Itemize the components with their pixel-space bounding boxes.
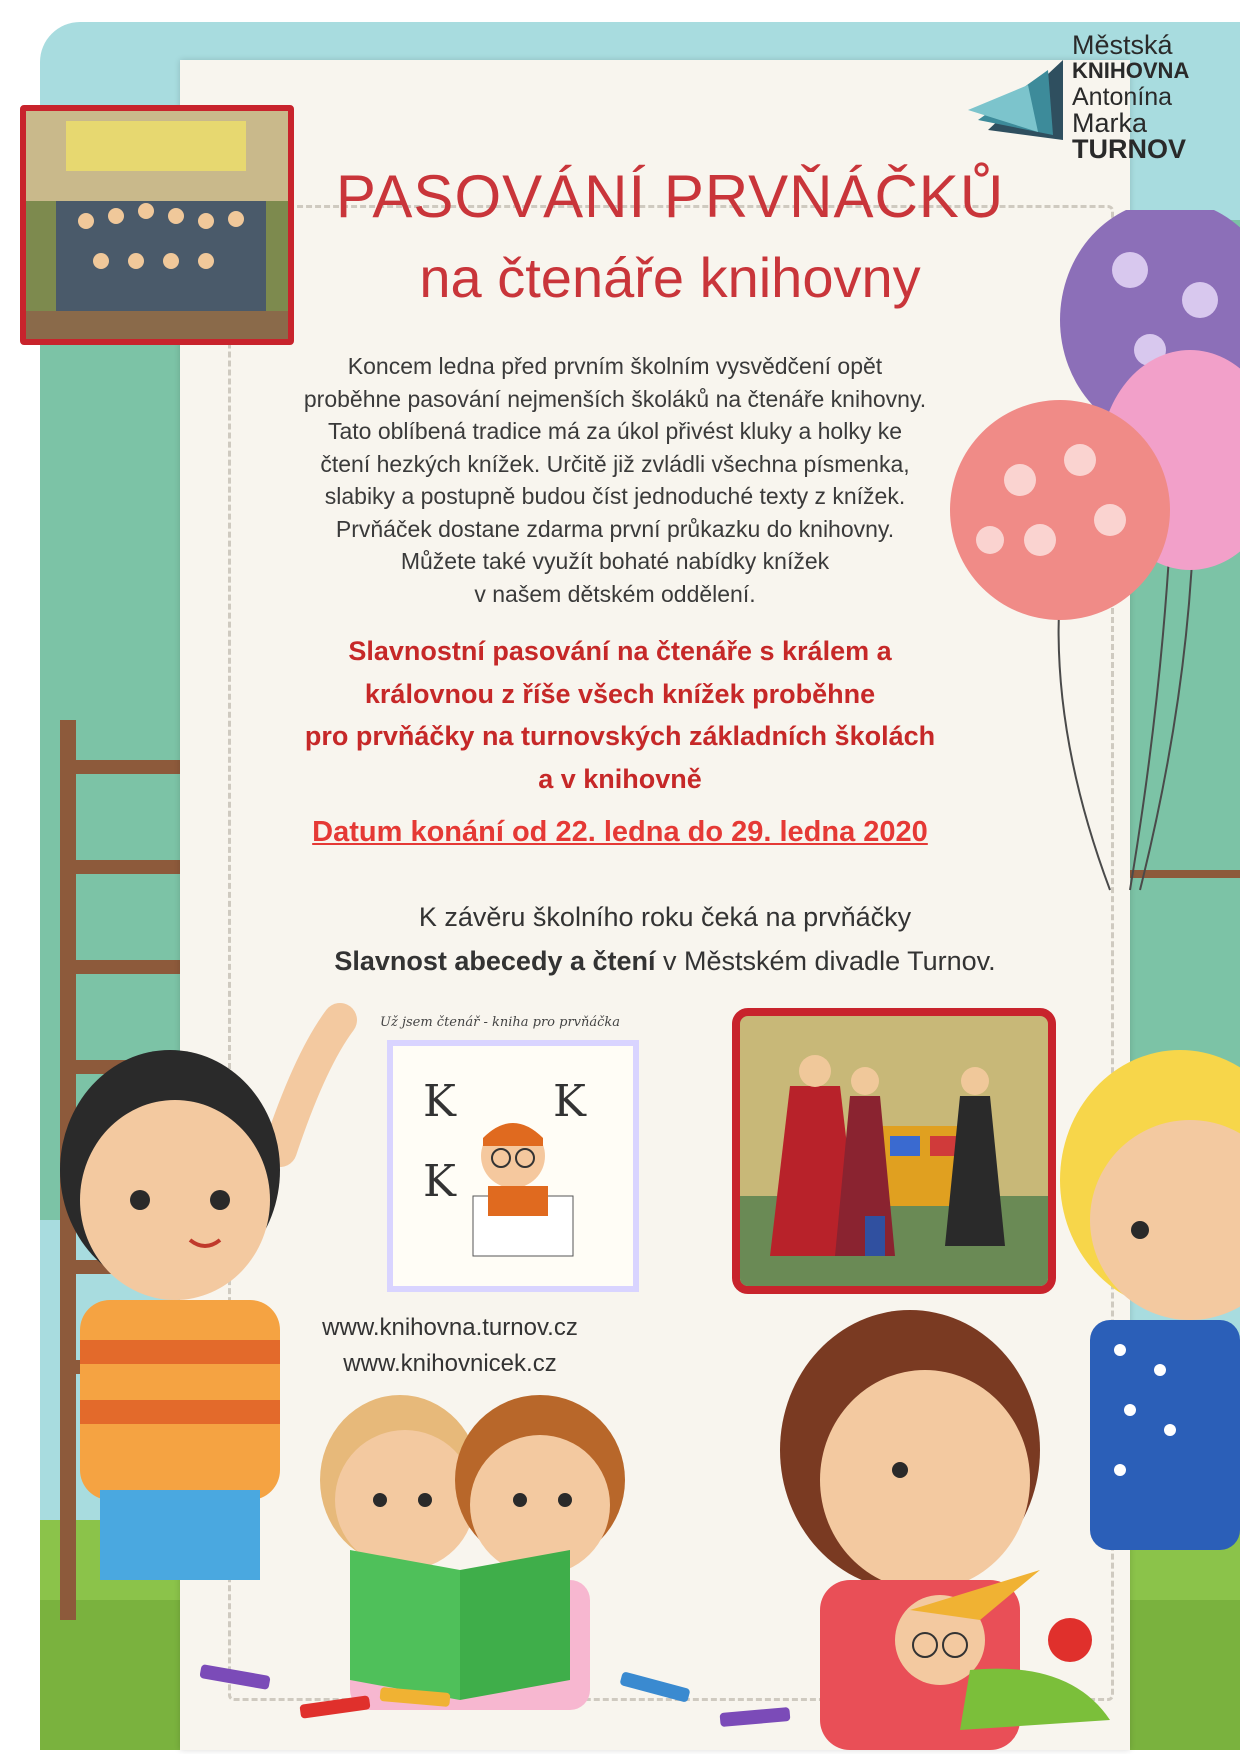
end-year-line-2 — [240, 939, 1090, 983]
poster-title: PASOVÁNÍ PRVŇÁČKŮ — [335, 163, 1005, 230]
event-date: Datum konání od 22. ledna do 29. ledna 2020 — [312, 816, 928, 848]
ceremony-paragraph — [230, 630, 1010, 800]
book-cover — [387, 1040, 639, 1292]
ceremony-line: pro prvňáčky na turnovských základních školách — [304, 721, 936, 751]
website-link[interactable]: www.knihovna.turnov.cz — [322, 1314, 578, 1341]
intro-line: slabiky a postupně budou číst jednoduché texty z knížek. — [324, 483, 906, 509]
intro-line: Můžete také využít bohaté nabídky knížek — [400, 548, 830, 574]
intro-line: Prvňáček dostane zdarma první průkazku do knihovny. — [335, 515, 895, 542]
svg-text:K: K — [423, 1076, 456, 1127]
website-link[interactable]: www.knihovnicek.cz — [343, 1350, 557, 1377]
poster-subtitle: na čtenáře knihovny — [419, 246, 921, 309]
ceremony-line: královnou z říše všech knížek proběhne — [364, 678, 876, 709]
book-cover-illustration — [393, 1046, 633, 1286]
svg-text:K: K — [553, 1076, 586, 1127]
king-queen-photo-image — [740, 1016, 1048, 1286]
end-year-rest: v Městském divadle Turnov. — [655, 946, 996, 976]
intro-line: proběhne pasování nejmenších školáků na čtenáře knihovny. — [303, 385, 927, 412]
intro-line: v našem dětském oddělení. — [474, 580, 756, 607]
logo-line-4: Marka — [1072, 108, 1148, 138]
svg-text:K: K — [423, 1156, 456, 1207]
intro-line: Koncem ledna před prvním školním vysvědčení opět — [347, 353, 883, 379]
class-photo-image — [26, 111, 288, 339]
end-year-line: K závěru školního roku čeká na prvňáčky — [418, 902, 912, 932]
logo-line-1: Městská — [1072, 30, 1173, 60]
king-queen-photo — [732, 1008, 1056, 1294]
class-photo — [20, 105, 294, 345]
end-year-paragraph — [240, 895, 1090, 983]
logo-line-2: KNIHOVNA — [1072, 58, 1190, 83]
intro-line: čtení hezkých knížek. Určitě již zvládli všechna písmenka, — [320, 450, 910, 477]
logo-line-3: Antonína — [1072, 83, 1173, 111]
library-logo-text — [1072, 32, 1189, 162]
crayons-illustration — [200, 1660, 1200, 1740]
library-logo-icon — [968, 40, 1068, 150]
intro-line: Tato oblíbená tradice má za úkol přivést kluky a holky ke — [327, 418, 902, 444]
book-caption: Už jsem čtenář - kniha pro prvňáčka — [380, 1015, 621, 1030]
ceremony-line: a v knihovně — [538, 763, 702, 794]
ceremony-line: Slavnostní pasování na čtenáře s králem a — [348, 636, 892, 666]
intro-paragraph — [240, 350, 990, 610]
end-year-bold: Slavnost abecedy a čtení — [334, 946, 656, 976]
logo-line-5: TURNOV — [1072, 134, 1186, 164]
